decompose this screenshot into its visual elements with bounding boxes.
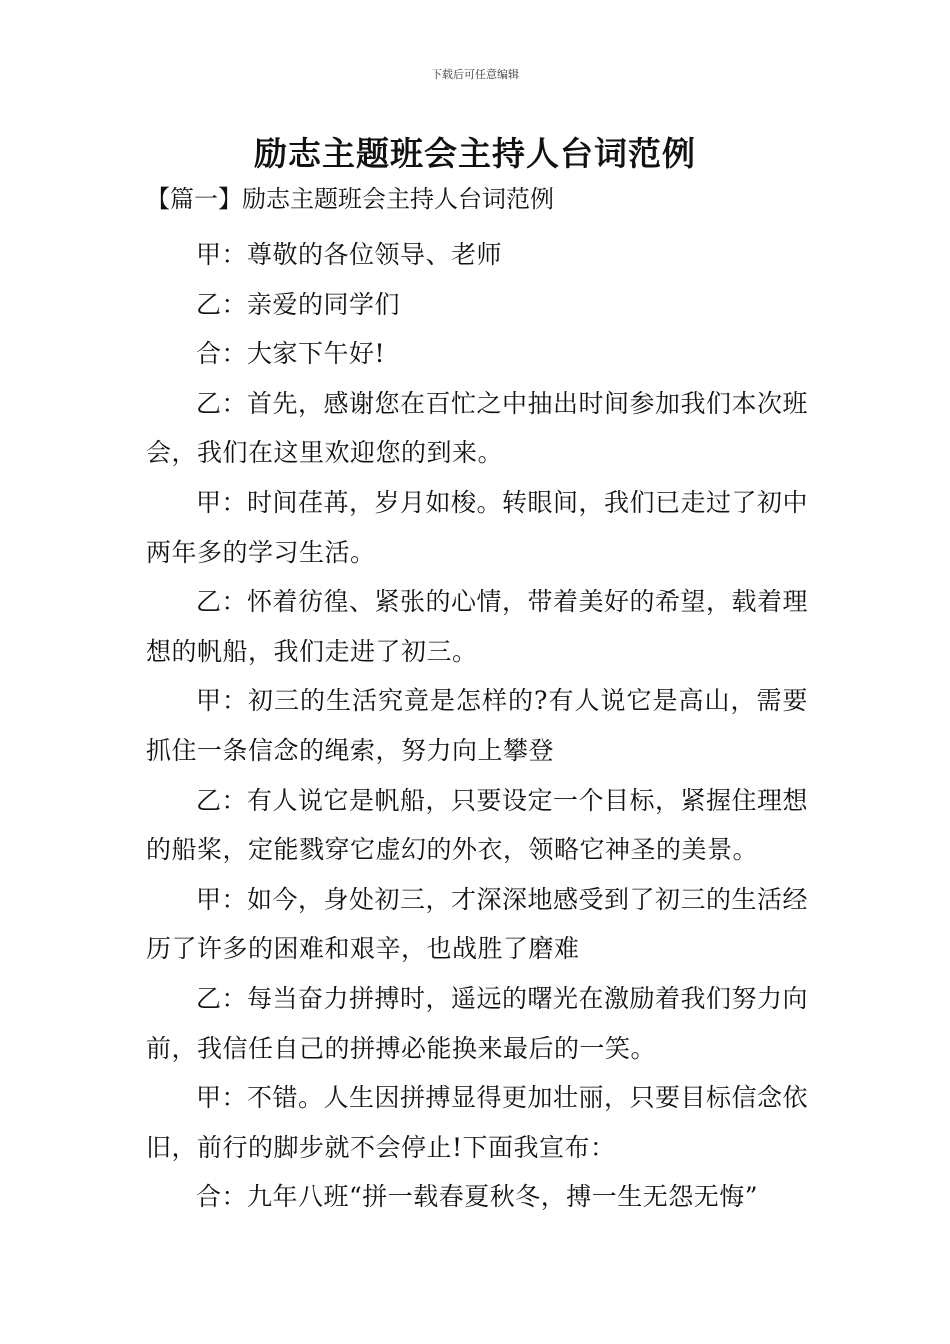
document-title: 励志主题班会主持人台词范例: [254, 134, 696, 173]
paragraph: 乙：首先，感谢您在百忙之中抽出时间参加我们本次班会，我们在这里欢迎您的到来。: [146, 388, 809, 468]
paragraph: 甲：尊敬的各位领导、老师: [196, 240, 503, 269]
header-note: 下载后可任意编辑: [431, 68, 519, 81]
document-body: [146, 230, 808, 1222]
paragraph: 乙：怀着彷徨、紧张的心情，带着美好的希望，载着理想的帆船，我们走进了初三。: [146, 587, 809, 666]
paragraph: 甲：不错。人生因拼搏显得更加壮丽，只要目标信念依旧，前行的脚步就不会停止!下面我宣布：: [146, 1083, 809, 1162]
paragraph: 甲：如今，身处初三，才深深地感受到了初三的生活经历了许多的困难和艰辛，也战胜了磨难: [146, 884, 809, 964]
paragraph: 合：九年八班“拼一载春夏秋冬，搏一生无怨无悔”: [196, 1182, 759, 1212]
section-heading: 【篇一】励志主题班会主持人台词范例: [146, 185, 554, 213]
paragraph: 甲：时间荏苒，岁月如梭。转眼间，我们已走过了初中两年多的学习生活。: [146, 487, 809, 567]
paragraph: 合：大家下午好!: [196, 339, 386, 369]
paragraph: 乙：每当奋力拼搏时，遥远的曙光在激励着我们努力向前，我信任自己的拼搏必能换来最后的一笑。: [146, 983, 809, 1063]
paragraph: 乙：有人说它是帆船，只要设定一个目标，紧握住理想的船桨，定能戮穿它虚幻的外衣，领略它神圣的美景。: [146, 785, 809, 865]
paragraph: 甲：初三的生活究竟是怎样的?有人说它是高山，需要抓住一条信念的绳索，努力向上攀登: [146, 686, 808, 765]
paragraph: 乙：亲爱的同学们: [196, 289, 401, 319]
